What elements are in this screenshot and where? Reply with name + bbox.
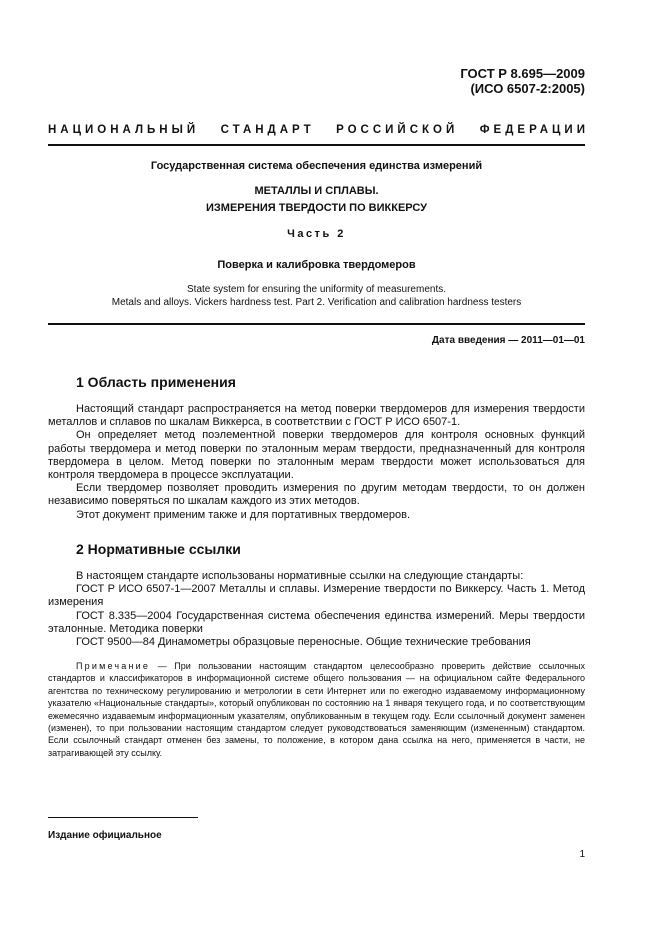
banner-word: РОССИЙСКОЙ (336, 124, 459, 136)
system-title: Государственная система обеспечения единства измерений (150, 160, 483, 172)
paragraph: Если твердомер позволяет проводить измерения по другим методам твердости, то он должен независимо поверяться по шкалам каждого из этих методов. (48, 482, 585, 508)
title-divider (48, 323, 585, 325)
section-2-body (48, 570, 585, 649)
banner-word: НАЦИОНАЛЬНЫЙ (48, 124, 200, 136)
note-block (48, 660, 585, 759)
paragraph: В настоящем стандарте использованы нормативные ссылки на следующие стандарты: (76, 570, 524, 582)
section-2-heading: 2 Нормативные ссылки (76, 541, 241, 557)
document-subtitle: Поверка и калибровка твердомеров (217, 259, 416, 271)
reference-item: ГОСТ 9500—84 Динамометры образцовые переносные. Общие технические требования (76, 636, 531, 649)
national-standard-banner (48, 124, 589, 136)
introduction-date: Дата введения — 2011—01—01 (431, 335, 585, 346)
section-1-heading: 1 Область применения (76, 374, 236, 390)
header-divider (48, 144, 585, 146)
reference-item: ГОСТ 8.335—2004 Государственная система обеспечения единства измерений. Меры твердости эталонные. Методика поверки (48, 609, 585, 635)
standard-code-line2: (ИСО 6507-2:2005) (470, 81, 585, 96)
main-title-line2: ИЗМЕРЕНИЯ ТВЕРДОСТИ ПО ВИККЕРСУ (205, 202, 427, 214)
main-title (48, 183, 585, 217)
reference-item: ГОСТ Р ИСО 6507-1—2007 Металлы и сплавы. Измерение твердости по Виккерсу. Часть 1. Метод измерения (48, 583, 585, 609)
part-number: Часть 2 (287, 228, 346, 240)
english-title-line1: State system for ensuring the uniformity of measurements. (187, 284, 446, 295)
english-title (48, 283, 585, 309)
page-number: 1 (579, 849, 585, 860)
paragraph: Этот документ применим также и для портативных твердомеров. (76, 508, 411, 521)
section-1-body (48, 403, 585, 522)
note-text: — При пользовании настоящим стандартом целесообразно проверить действие ссылочных стандартов и классификаторов в информационной системе общего пользования — на официальном сайте Федерального агентства по техническому регулированию и метрологии в сети Интернет или по ежегодно издаваемому информационному указателю «Национальные стандарты», который опубликован по состоянию на 1 января текущего года, и по соответствующим ежемесячно издаваемым информационным указателям, опубликованным в текущем году. Если ссылочный документ заменен (изменен), то при пользовании настоящим стандартом следует руководствоваться заменяющим (измененным) стандартом. Если ссылочный стандарт отменен без замены, то положение, в котором дана ссылка на него, применяется в части, не затрагивающей эту ссылку. (48, 661, 585, 758)
standard-code (460, 66, 585, 96)
main-title-line1: МЕТАЛЛЫ И СПЛАВЫ. (254, 185, 379, 197)
note-label: Примечание (76, 661, 151, 671)
paragraph: Он определяет метод поэлементной поверки твердомеров для контроля основных функций работы твердомера и метод поверки по эталонным мерам твердости, предназначенный для контроля твердомера в целом. Метод поверки по эталонным мерам твердости может использоваться для контроля твердомера в процессе эксплуатации. (48, 429, 585, 482)
paragraph: Настоящий стандарт распространяется на метод поверки твердомеров для измерения твердости металлов и сплавов по шкалам Виккерса, в соответствии с ГОСТ Р ИСО 6507-1. (48, 403, 585, 429)
edition-label: Издание официальное (48, 830, 162, 841)
banner-word: ФЕДЕРАЦИИ (479, 124, 589, 136)
banner-word: СТАНДАРТ (220, 124, 315, 136)
standard-code-line1: ГОСТ Р 8.695—2009 (460, 66, 585, 81)
english-title-line2: Metals and alloys. Vickers hardness test. Part 2. Verification and calibration hardness testers (111, 297, 522, 308)
footer-divider (48, 817, 198, 818)
